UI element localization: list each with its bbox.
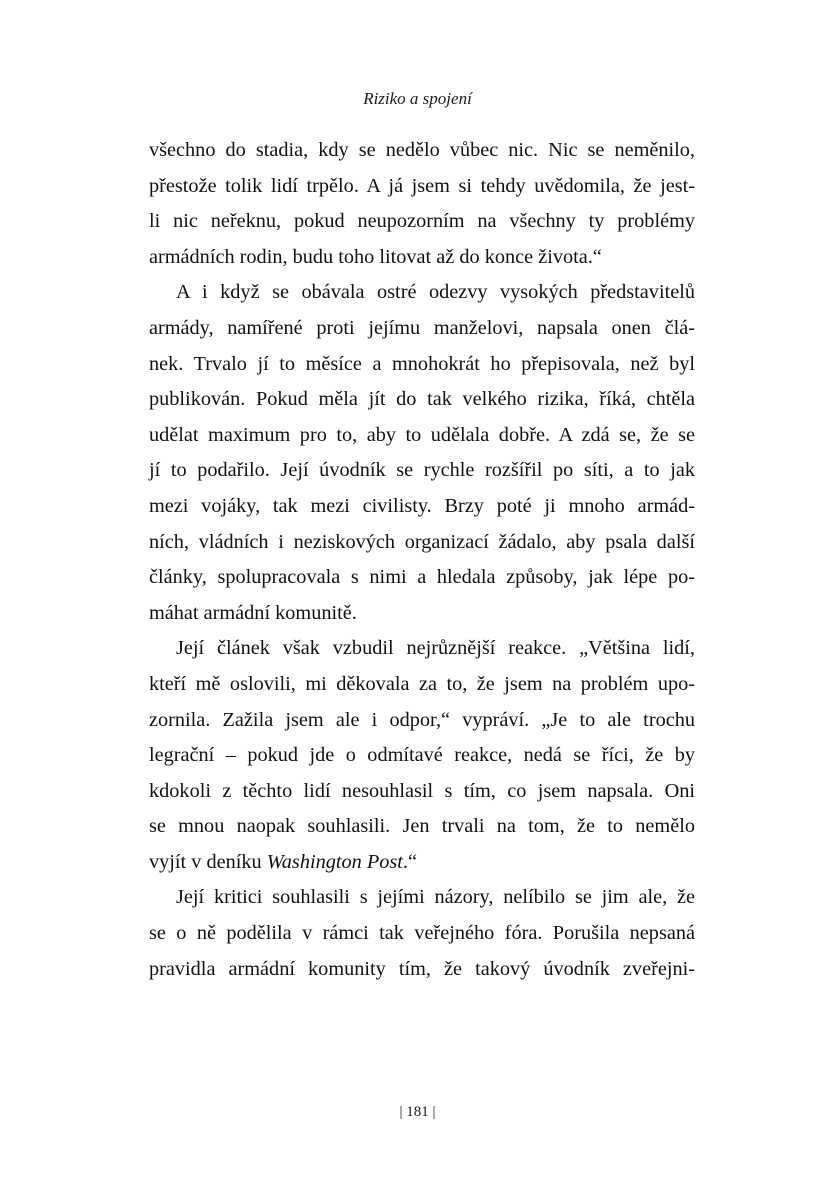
text-line: máhat armádní komunitě.	[149, 601, 357, 624]
text-line: mezi vojáky, tak mezi civilisty. Brzy poté ji mnoho armád-	[149, 494, 695, 517]
text-line: A i když se obávala ostré odezvy vysokých představitelů	[176, 281, 695, 304]
text-line: Její kritici souhlasili s jejími názory, nelíbilo se jim ale, že	[176, 886, 695, 909]
text-line: přestože tolik lidí trpělo. A já jsem si tehdy uvědomila, že jest-	[149, 174, 695, 197]
text-line: publikován. Pokud měla jít do tak velkého rizika, říká, chtěla	[149, 388, 695, 411]
paragraph	[149, 275, 695, 631]
text-line: nek. Trvalo jí to měsíce a mnohokrát ho přepisovala, než byl	[149, 352, 695, 375]
paragraph	[149, 880, 695, 987]
text-line: Její článek však vzbudil nejrůznější reakce. „Většina lidí,	[176, 637, 695, 660]
text-line: se o ně podělila v rámci tak veřejného fóra. Porušila nepsaná	[149, 922, 695, 945]
text-line: kdokoli z těchto lidí nesouhlasil s tím, co jsem napsala. Oni	[149, 779, 695, 802]
text-line: se mnou naopak souhlasili. Jen trvali na tom, že to nemělo	[149, 815, 695, 838]
text-line: jí to podařilo. Její úvodník se rychle rozšířil po síti, a to jak	[149, 459, 695, 482]
running-head: Riziko a spojení	[363, 89, 472, 108]
paragraph	[149, 631, 695, 880]
text-line: legrační – pokud jde o odmítavé reakce, nedá se říci, že by	[149, 744, 695, 767]
page-number: | 181 |	[399, 1104, 436, 1120]
text-line: li nic neřeknu, pokud neupozorním na všechny ty problémy	[149, 210, 695, 233]
text-line: zornila. Zažila jsem ale i odpor,“ vypráví. „Je to ale trochu	[149, 708, 695, 731]
text-line: udělat maximum pro to, aby to udělala dobře. A zdá se, že se	[149, 423, 695, 446]
text-run: vyjít v deníku	[149, 850, 267, 873]
text-line: armádních rodin, budu toho litovat až do konce života.“	[149, 245, 602, 268]
text-line: všechno do stadia, kdy se nedělo vůbec nic. Nic se neměnilo,	[149, 139, 695, 161]
paragraph	[149, 133, 695, 275]
text-line: pravidla armádní komunity tím, že takový úvodník zveřejni-	[149, 957, 695, 980]
text-line: kteří mě oslovili, mi děkovala za to, že jsem na problém upo-	[149, 672, 695, 695]
text-line: ních, vládních i neziskových organizací žádalo, aby psala další	[149, 530, 695, 553]
text-run: .“	[402, 850, 417, 873]
text-line: články, spolupracovala s nimi a hledala způsoby, jak lépe po-	[149, 566, 695, 589]
text-line	[149, 845, 695, 881]
body-text	[149, 133, 695, 987]
italic-title: Washington Post	[266, 850, 403, 873]
text-line: armády, namířené proti jejímu manželovi, napsala onen člá-	[149, 316, 695, 339]
